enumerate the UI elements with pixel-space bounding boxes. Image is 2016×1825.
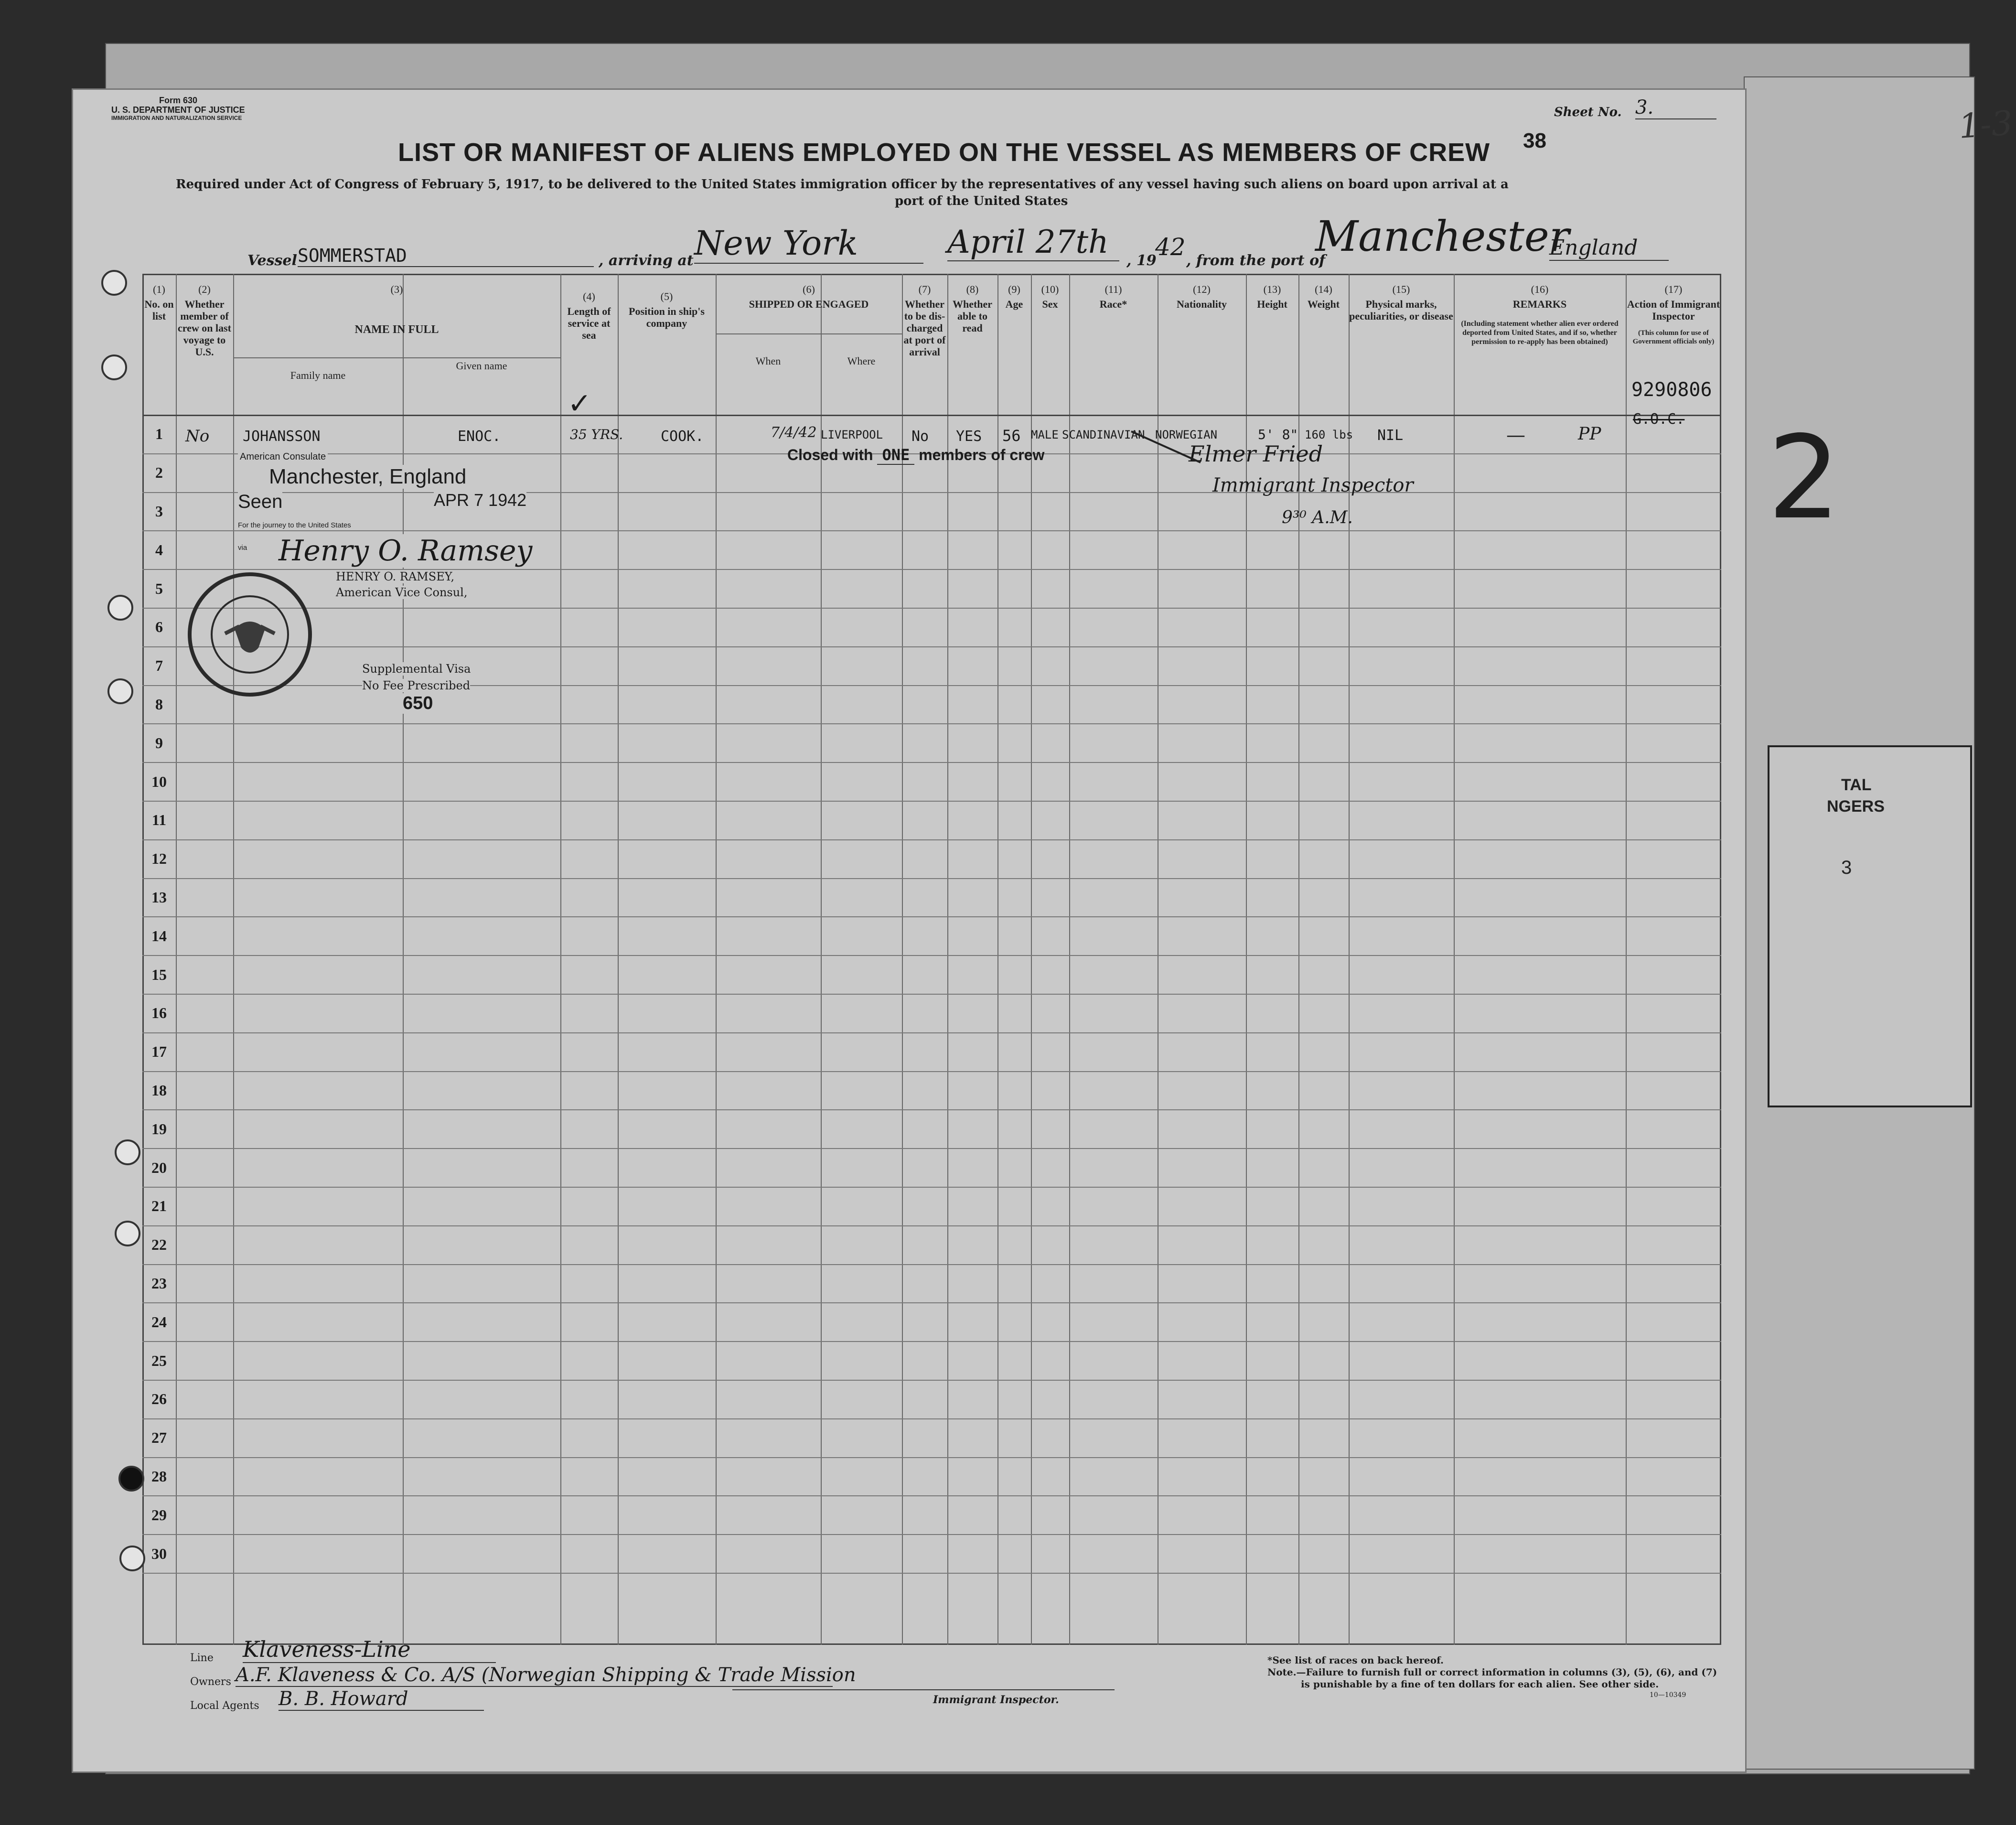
table-row [142,1302,1721,1303]
row-number: 2 [155,464,163,482]
punch-hole [101,354,127,380]
cell-nationality: NORWEGIAN [1155,428,1218,441]
header-family-name: Family name [290,369,346,381]
header-col-6: (6) SHIPPED OR ENGAGED [749,283,869,310]
footer-agents-value: B. B. Howard [279,1688,484,1711]
row-number: 17 [151,1043,167,1061]
col-divider [1626,274,1627,1645]
cell-remarks-2: PP [1578,424,1601,444]
header-col-11: (11) Race* [1099,283,1127,310]
consul-signature: Henry O. Ramsey [279,534,533,568]
consulate-seen: Seen [238,491,283,512]
footer-owners-value: A.F. Klaveness & Co. A/S (Norwegian Shipping & Trade Mission [236,1664,856,1686]
cell-position: COOK. [661,428,704,445]
row-number: 11 [151,811,167,829]
row-number: 24 [151,1313,167,1331]
col-divider [1454,274,1455,1645]
table-row [142,723,1721,724]
arriving-value: New York [694,224,923,264]
header-name-in-full: NAME IN FULL [354,323,439,336]
header-col-9: (9) Age [1005,283,1023,310]
seal-eagle-icon [192,576,308,693]
header-col-5: (5) Position in ship's company [629,290,705,329]
year-prefix: , 19 [1126,252,1157,269]
port-value: Manchester [1315,212,1569,261]
row-number: 3 [155,503,163,520]
table-row [142,1032,1721,1033]
cell-when: 7/4/42 [771,424,817,441]
cell-last-voyage: No [185,427,210,446]
table-row [142,1341,1721,1342]
punch-hole [101,270,127,296]
header-col-2: (2) Whether member of crew on last voyage to U.S. [177,283,232,358]
table-row [142,1071,1721,1072]
cell-given-name: ENOC. [458,428,501,445]
table-row [142,916,1721,917]
cell-discharged: No [911,428,929,445]
row-number: 4 [155,541,163,558]
punch-hole [118,1466,144,1492]
cell-action-2: G.O.C. [1633,411,1685,428]
cell-service: 35 YRS. [570,427,623,442]
subtitle-2: port of the United States [895,194,1068,208]
vessel-label: Vessel [247,252,297,269]
cell-family-name: JOHANSSON [243,428,321,445]
footer-inspector-label: Immigrant Inspector. [933,1694,1059,1706]
table-row [142,1380,1721,1381]
closed-suffix: members of crew [919,446,1045,463]
subtitle-1: Required under Act of Congress of February 5, 1917, to be delivered to the United States immigration officer by the representatives of any vessel having such aliens on board upon arrival at a [176,177,1509,192]
col-divider [947,274,948,1645]
table-row [142,1495,1721,1496]
row-number: 21 [151,1197,167,1215]
row-number: 25 [151,1352,167,1369]
consulate-line: American Consulate [238,451,328,462]
header-col-13: (13) Height [1257,283,1287,310]
slip-text-3: 3 [1841,857,1852,878]
visa-line-2: No Fee Prescribed [362,679,471,692]
name-header-divider [233,357,560,358]
row-number: 26 [151,1390,167,1408]
header-col-17-sub: (This column for use of Government officials only) [1632,329,1715,345]
table-row [142,1225,1721,1226]
table-row [142,762,1721,763]
table-row [142,1534,1721,1535]
header-bottom-border [142,415,1721,416]
footer-code: 10—10349 [1650,1691,1686,1699]
closed-prefix: Closed with [787,446,873,463]
checkmark: ✓ [568,387,592,420]
row-number: 1 [155,425,163,443]
header-col-10: (10) Sex [1041,283,1059,310]
punch-hole [119,1546,145,1571]
department: U. S. DEPARTMENT OF JUSTICE [111,105,245,115]
from-label: , from the port of [1186,252,1326,269]
table-row [142,1418,1721,1419]
header-col-15: (15) Physical marks, peculiarities, or disease [1349,283,1453,322]
row-number: 12 [151,850,167,868]
cell-height: 5' 8" [1258,427,1298,442]
header-col-17: (17) Action of Immigrant Inspector [1627,283,1720,322]
row-number: 8 [155,696,163,713]
consulate-city: Manchester, England [269,465,467,488]
table-row [142,1573,1721,1574]
header-col-1: (1) No. on list [144,283,174,322]
header-col-4: (4) Length of service at sea [567,290,611,341]
manifest-sheet [72,88,1747,1773]
shipped-header-divider [716,333,902,334]
sheet-label: Sheet No. [1554,105,1622,119]
country-value: England [1549,236,1669,261]
cell-action: 9290806 [1631,379,1712,401]
col-divider [821,274,822,1645]
cell-age: 56 [1002,427,1021,445]
inspector-time: 9³⁰ A.M. [1282,508,1353,527]
table-row [142,801,1721,802]
page-title: LIST OR MANIFEST OF ALIENS EMPLOYED ON THE VESSEL AS MEMBERS OF CREW [398,138,1491,167]
col-divider [176,274,177,1645]
slip-text-2: NGERS [1827,797,1885,816]
footer-line-value: Klaveness-Line [243,1636,496,1663]
arriving-label: , arriving at [599,252,694,269]
form-number: Form 630 [159,96,198,105]
punch-hole [115,1221,140,1246]
consulate-journey: For the journey to the United States [238,521,351,529]
closed-value: ONE [877,446,914,465]
footer-note-1: *See list of races on back hereof. [1267,1654,1444,1666]
consulate-date: APR 7 1942 [434,490,527,510]
header-col-8: (8) Whether able to read [952,283,993,334]
row-number: 30 [151,1545,167,1562]
inspector-stroke [1129,429,1205,467]
table-row [142,492,1721,493]
row-number: 29 [151,1506,167,1524]
row-number: 15 [151,966,167,983]
row-number: 5 [155,580,163,597]
header-col-16: (16) REMARKS [1512,283,1567,310]
visa-line-1: Supplemental Visa [362,662,471,676]
header-col-16-sub: (Including statement whether alien ever ordered deported from United States, and if so, whether permission to re-apply has been obtained) [1461,320,1619,346]
table-row [142,608,1721,609]
table-row [142,1187,1721,1188]
footer-note-3: is punishable by a fine of ten dollars for each alien. See other side. [1301,1678,1659,1690]
row-number: 13 [151,889,167,906]
punch-hole [115,1139,140,1165]
col-divider [560,274,561,1645]
header-given-name: Given name [456,360,507,372]
consulate-via: via [238,544,247,552]
header-col-12: (12) Nationality [1176,283,1227,310]
row-number: 6 [155,618,163,636]
cell-sex: MALE [1031,428,1059,441]
col-divider [902,274,903,1645]
side-slip [1768,745,1972,1107]
consul-role: American Vice Consul, [336,586,468,599]
row-number: 16 [151,1004,167,1022]
cell-marks: NIL [1377,427,1404,444]
row-number: 14 [151,927,167,945]
table-row [142,1109,1721,1110]
row-number: 22 [151,1236,167,1254]
table-row [142,530,1721,531]
page-number: 38 [1523,129,1546,152]
consulate-seal [188,572,312,697]
table-row [142,955,1721,956]
col-divider [233,274,234,1645]
vessel-value: SOMMERSTAD [298,245,594,267]
visa-number: 650 [403,693,433,713]
header-col-7: (7) Whether to be dis-charged at port of arrival [903,283,946,358]
sheet-value: 3. [1635,97,1716,119]
table-row [142,1457,1721,1458]
col-divider [1031,274,1032,1645]
cell-remarks: — [1506,424,1525,446]
row-number: 27 [151,1429,167,1447]
row-number: 7 [155,657,163,675]
cell-where: LIVERPOOL [821,428,883,441]
cell-race: SCANDINAVIAN [1062,428,1145,441]
date-value: April 27th [947,224,1119,261]
shipped-subheader-divider [821,333,822,415]
table-row [142,1148,1721,1149]
punch-hole [107,595,133,621]
footer-line-label: Line [190,1652,214,1664]
consul-name: HENRY O. RAMSEY, [336,570,455,583]
inspector-title: Immigrant Inspector [1212,474,1414,496]
row-number: 19 [151,1120,167,1138]
cell-weight: 160 lbs [1305,428,1353,441]
slip-text-1: TAL [1841,776,1872,794]
year-value: 42 [1155,233,1186,261]
table-row [142,839,1721,840]
margin-big-number: 2 [1768,411,1841,545]
table-row [142,878,1721,879]
header-where: Where [847,355,876,367]
header-when: When [755,355,781,367]
col-divider [618,274,619,1645]
row-number: 18 [151,1082,167,1099]
inspector-signature-line [732,1689,1115,1690]
footer-owners-label: Owners [190,1676,231,1688]
row-number: 10 [151,773,167,790]
row-number: 9 [155,734,163,751]
cell-read: YES [956,428,982,445]
closed-note [787,446,1044,464]
footer-note-2: Note.—Failure to furnish full or correct information in columns (3), (5), (6), and (7) [1267,1666,1717,1678]
row-number: 23 [151,1275,167,1292]
header-col-14: (14) Weight [1307,283,1340,310]
row-number: 28 [151,1468,167,1485]
service: IMMIGRATION AND NATURALIZATION SERVICE [111,115,242,121]
table-row [142,646,1721,647]
inspector-signature: Elmer Fried [1189,441,1323,467]
margin-note-top-right: 1-3 [1957,103,2014,146]
row-number: 20 [151,1159,167,1176]
punch-hole [107,678,133,704]
col-divider [1069,274,1070,1645]
col-divider [716,274,717,1645]
table-row [142,1264,1721,1265]
footer-agents-label: Local Agents [190,1700,259,1712]
col-divider [997,274,998,1645]
table-row [142,994,1721,995]
header-col-3: (3) [390,283,403,295]
